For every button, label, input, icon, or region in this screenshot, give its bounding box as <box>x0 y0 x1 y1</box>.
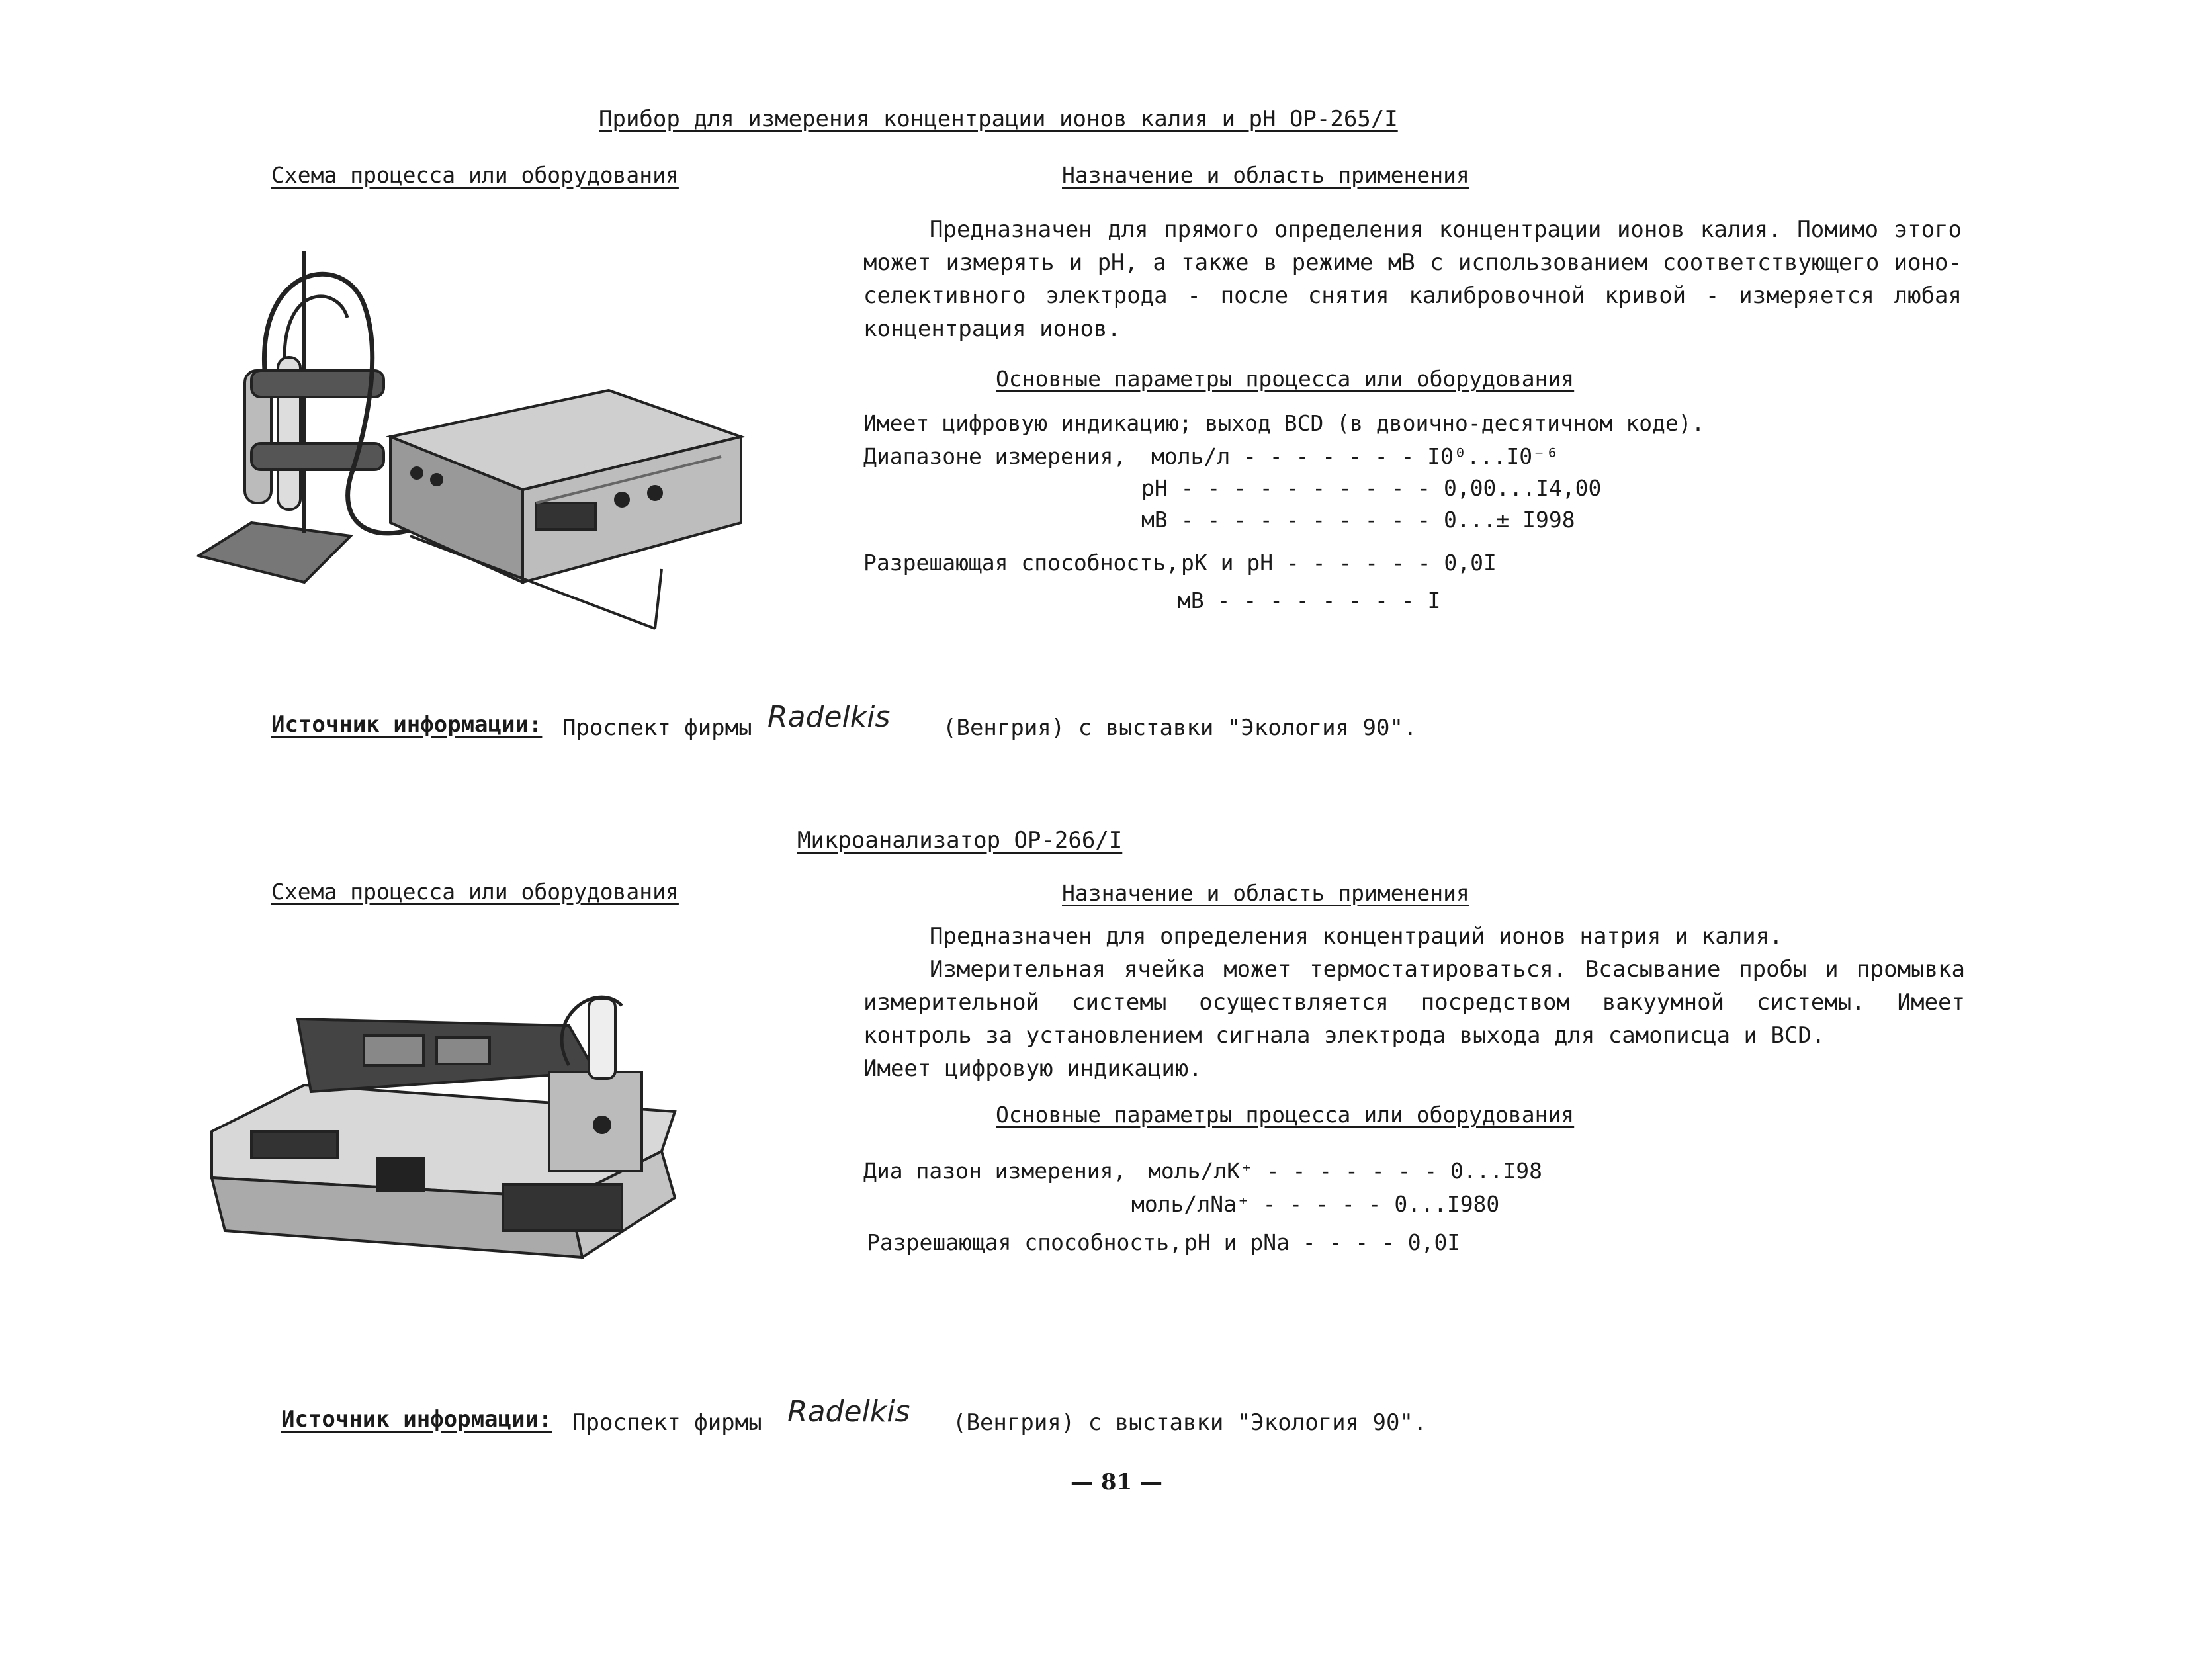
section2-params-heading: Основные параметры процесса или оборудования <box>996 1102 1575 1127</box>
section2-range-label: Диа пазон измерения, <box>863 1158 1127 1184</box>
section1-params-heading: Основные параметры процесса или оборудования <box>996 366 1575 392</box>
section1-range-mol: моль/л - - - - - - - I0⁰...I0⁻⁶ <box>1151 443 1559 469</box>
section1-range-mv: мВ - - - - - - - - - - 0...± I998 <box>1141 507 1575 533</box>
section2-range-k: моль/лК⁺ - - - - - - - 0...I98 <box>1148 1158 1543 1184</box>
ph-meter-illustration <box>192 238 774 635</box>
section2-purpose-p1: Предназначен для определения концентраций ионов натрия и калия. <box>930 923 1783 950</box>
section1-source-pre: Проспект фирмы <box>562 715 752 741</box>
section2-source-label: Источник информации: <box>281 1406 552 1433</box>
section2-source-post: (Венгрия) с выставки "Экология 90". <box>953 1409 1427 1436</box>
section1-title: Прибор для измерения концентрации ионов калия и рН ОР-265/I <box>599 106 1398 132</box>
section1-purpose <box>863 213 1962 345</box>
section2-range-na: моль/лNa⁺ - - - - - 0...I980 <box>1131 1191 1500 1217</box>
page-number: — 81 — <box>1071 1469 1162 1495</box>
section1-source-post: (Венгрия) с выставки "Экология 90". <box>943 715 1417 741</box>
section1-purpose-text: Предназначен для прямого определения концентрации ионов калия. Помимо этого может измерять и рН, а также в режиме мВ с использованием соответствующего ионо-селективного электрода - после снятия калибровочной кривой - измеряется любая концентрация ионов. <box>863 216 1962 342</box>
section1-source-label: Источник информации: <box>271 711 543 738</box>
section2-resolution-val: рН и рNa - - - - 0,0I <box>1184 1229 1461 1255</box>
section1-range-label: Диапазоне измерения, <box>863 443 1127 469</box>
section2-source-pre: Проспект фирмы <box>572 1409 762 1436</box>
section1-range-ph: рН - - - - - - - - - - 0,00...I4,00 <box>1141 475 1602 501</box>
section1-resolution-mv: мВ - - - - - - - - I <box>1178 588 1441 613</box>
microanalyzer-illustration <box>198 979 761 1270</box>
section1-left-heading: Схема процесса или оборудования <box>271 162 679 188</box>
section1-resolution-ph: рК и рН - - - - - - 0,0I <box>1181 550 1497 576</box>
section2-left-heading: Схема процесса или оборудования <box>271 879 679 905</box>
section1-source-company: Radelkis <box>767 700 891 734</box>
section2-purpose <box>863 920 1965 1085</box>
section2-source-company: Radelkis <box>787 1395 910 1429</box>
section2-purpose-p3: Имеет цифровую индикацию. <box>863 1055 1202 1082</box>
section1-params-line1: Имеет цифровую индикацию; выход BCD (в двоично-десятичном коде). <box>863 410 1705 436</box>
section1-right-heading: Назначение и область применения <box>1062 162 1469 188</box>
section2-purpose-p2: Измерительная ячейка может термостатироваться. Всасывание пробы и промывка измерительной системы осуществляется посредством вакуумной системы. Имеет контроль за установлением сигнала электрода выхода для самописца и BCD. <box>863 956 1965 1049</box>
section1-resolution-label: Разрешающая способность, <box>863 550 1179 576</box>
section2-resolution-label: Разрешающая способность, <box>867 1229 1182 1255</box>
section2-title: Микроанализатор ОР-266/I <box>797 827 1123 854</box>
section2-right-heading: Назначение и область применения <box>1062 880 1469 906</box>
